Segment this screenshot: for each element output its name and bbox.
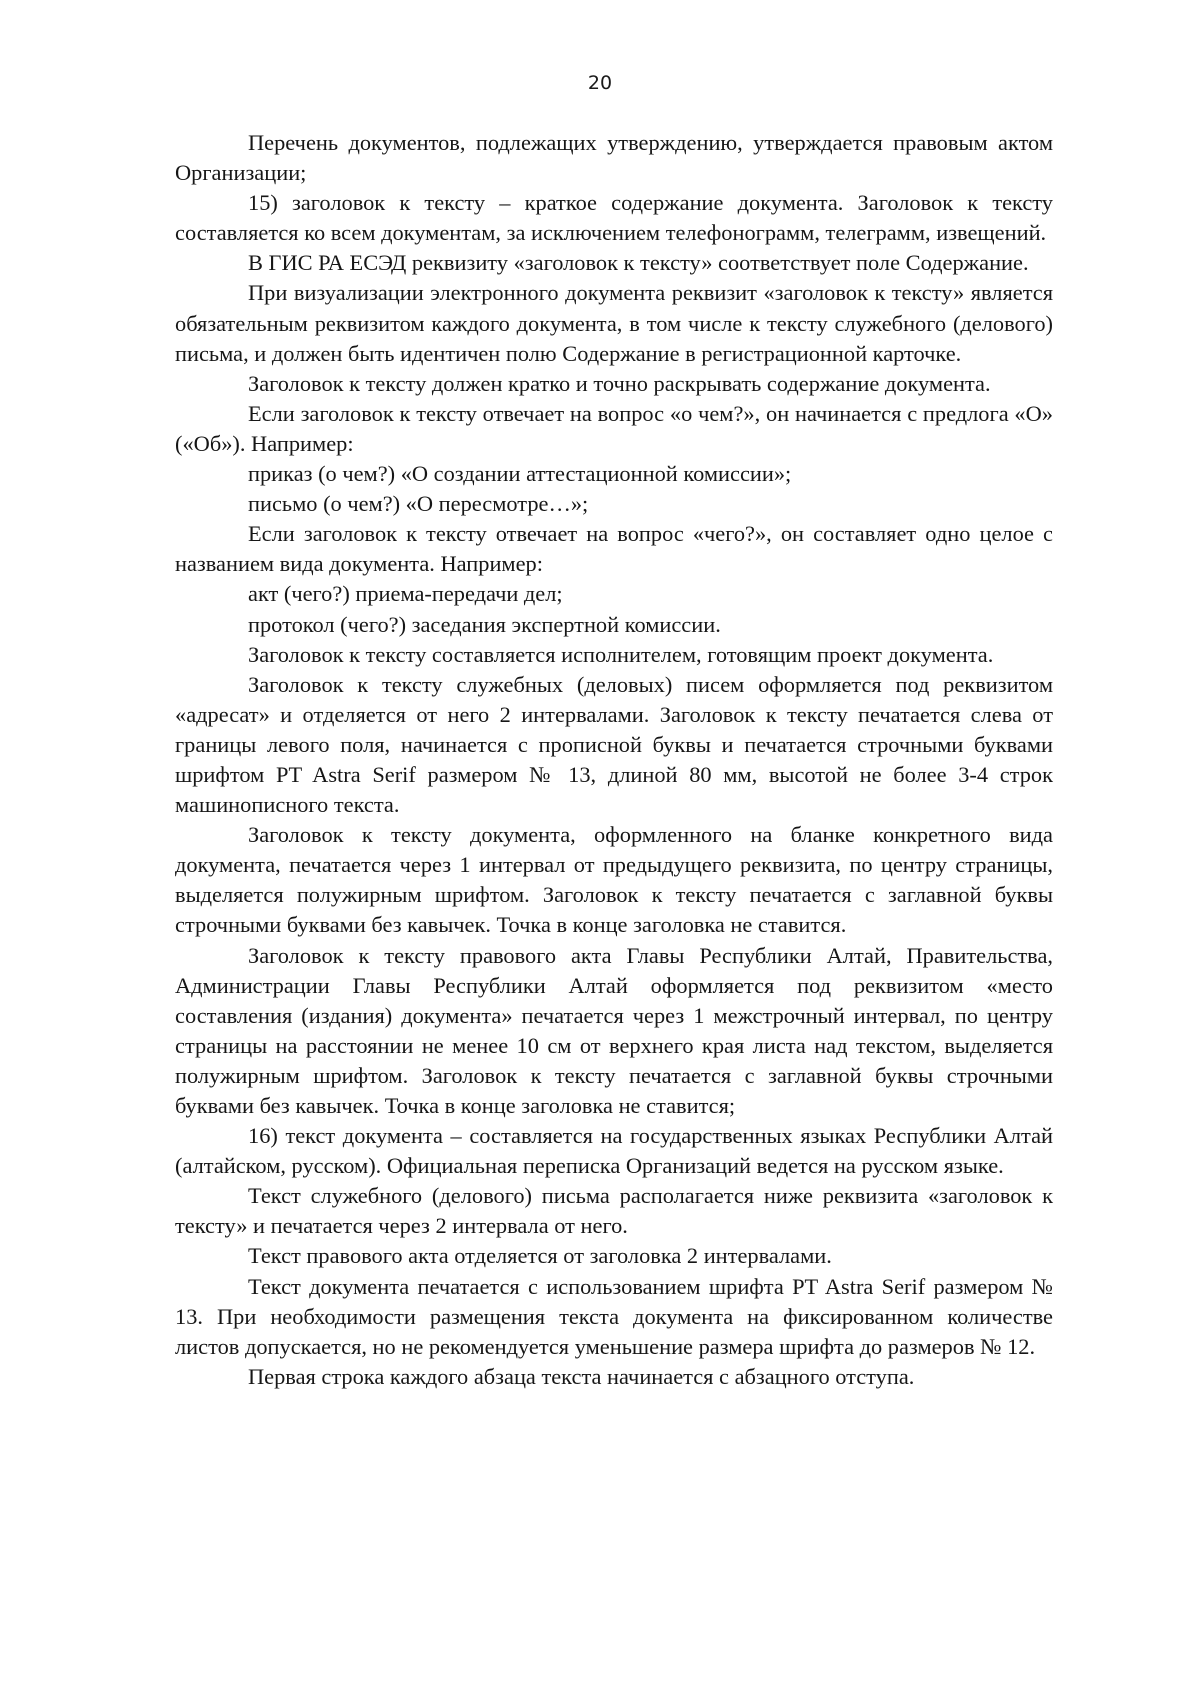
paragraph: Если заголовок к тексту отвечает на вопрос «о чем?», он начинается с предлога «О» («Об»). Например: bbox=[175, 400, 1053, 456]
example-line: приказ (о чем?) «О создании аттестационной комиссии»; bbox=[248, 461, 792, 487]
paragraph: 16) текст документа – составляется на государственных языках Республики Алтай (алтайском, русском). Официальная переписка Организаций ведется на русском языке. bbox=[175, 1123, 1053, 1179]
paragraph: Если заголовок к тексту отвечает на вопрос «чего?», он составляет одно целое с названием вида документа. Например: bbox=[175, 521, 1053, 577]
example-line: письмо (о чем?) «О пересмотре…»; bbox=[248, 491, 589, 517]
example-line: протокол (чего?) заседания экспертной комиссии. bbox=[248, 611, 721, 637]
paragraph: Заголовок к тексту документа, оформленного на бланке конкретного вида документа, печатается через 1 интервал от предыдущего реквизита, по центру страницы, выделяется полужирным шрифтом. Заголовок к тексту печатается с заглавной буквы строчными буквами без кавычек. Точка в конце заголовка не ставится. bbox=[175, 822, 1053, 938]
page-number: 20 bbox=[587, 72, 613, 94]
paragraph: Перечень документов, подлежащих утверждению, утверждается правовым актом Организации; bbox=[175, 130, 1053, 186]
paragraph: Текст документа печатается с использованием шрифта PT Astra Serif размером № 13. При необходимости размещения текста документа на фиксированном количестве листов допускается, но не рекомендуется уменьшение размера шрифта до размеров № 12. bbox=[175, 1273, 1053, 1359]
paragraph: 15) заголовок к тексту – краткое содержание документа. Заголовок к тексту составляется ко всем документам, за исключением телефонограмм, телеграмм, извещений. bbox=[175, 190, 1053, 246]
paragraph: Текст правового акта отделяется от заголовка 2 интервалами. bbox=[248, 1243, 832, 1269]
paragraph: Текст служебного (делового) письма располагается ниже реквизита «заголовок к тексту» и печатается через 2 интервала от него. bbox=[175, 1183, 1053, 1239]
body-text bbox=[175, 128, 1053, 1392]
example-line: акт (чего?) приема-передачи дел; bbox=[248, 581, 563, 607]
paragraph: Заголовок к тексту должен кратко и точно раскрывать содержание документа. bbox=[248, 370, 991, 396]
paragraph: Заголовок к тексту служебных (деловых) писем оформляется под реквизитом «адресат» и отделяется от него 2 интервалами. Заголовок к тексту печатается слева от границы левого поля, начинается с прописной буквы и печатается строчными буквами шрифтом PT Astra Serif размером № 13, длиной 80 мм, высотой не более 3-4 строк машинописного текста. bbox=[175, 671, 1053, 818]
paragraph: В ГИС РА ЕСЭД реквизиту «заголовок к тексту» соответствует поле Содержание. bbox=[248, 250, 1029, 276]
paragraph: Заголовок к тексту составляется исполнителем, готовящим проект документа. bbox=[248, 641, 994, 667]
paragraph: Первая строка каждого абзаца текста начинается с абзацного отступа. bbox=[248, 1363, 915, 1389]
paragraph: При визуализации электронного документа реквизит «заголовок к тексту» является обязательным реквизитом каждого документа, в том числе к тексту служебного (делового) письма, и должен быть идентичен полю Содержание в регистрационной карточке. bbox=[175, 280, 1053, 366]
paragraph: Заголовок к тексту правового акта Главы Республики Алтай, Правительства, Администрации Главы Республики Алтай оформляется под реквизитом «место составления (издания) документа» печатается через 1 межстрочный интервал, по центру страницы на расстоянии не менее 10 см от верхнего края листа над текстом, выделяется полужирным шрифтом. Заголовок к тексту печатается с заглавной буквы строчными буквами без кавычек. Точка в конце заголовка не ставится; bbox=[175, 942, 1053, 1118]
